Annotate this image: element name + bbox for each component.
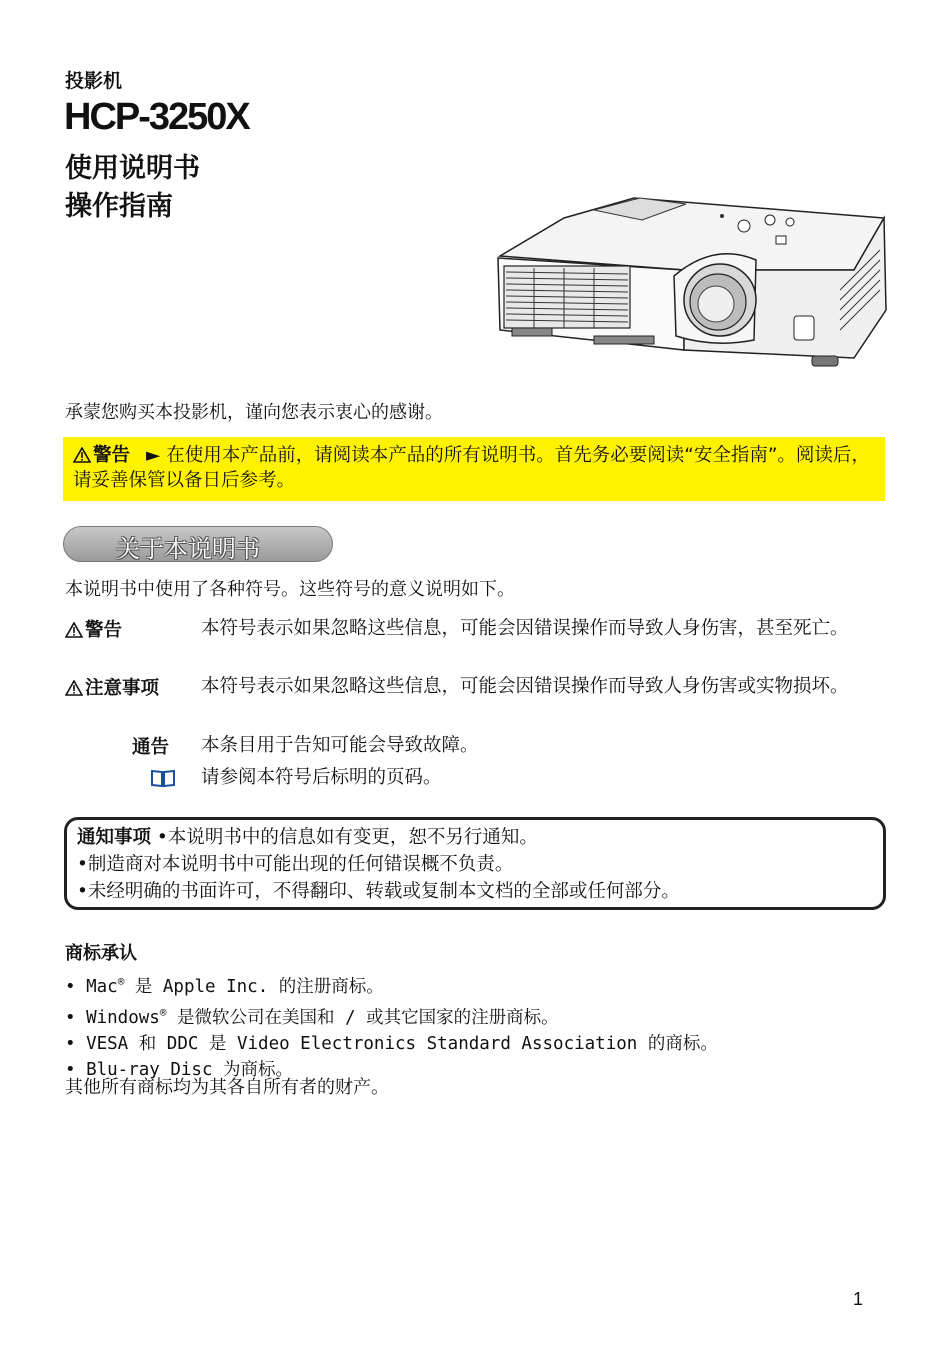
trademarks-heading: 商标承认 [65, 943, 137, 964]
page-number: 1 [853, 1289, 864, 1309]
manual-subtitle: 操作指南 [65, 191, 173, 222]
section-title: 关于本说明书 [116, 535, 260, 563]
thanks-text: 承蒙您购买本投影机，谨向您表示衷心的感谢。 [65, 402, 443, 423]
right-arrow-icon: ► [146, 445, 161, 466]
list-item: • Blu-ray Disc 为商标。 [65, 1059, 294, 1080]
projector-illustration [494, 190, 890, 380]
symbol-label-notice: 通告 [132, 737, 170, 758]
notice-line-1: •本说明书中的信息如有变更，恕不另行通知。 [156, 827, 538, 848]
warning-triangle-icon [65, 680, 83, 696]
symbol-desc-warning: 本符号表示如果忽略这些信息，可能会因错误操作而导致人身伤害，甚至死亡。 [201, 618, 849, 639]
warning-triangle-icon [65, 622, 83, 638]
list-item: • VESA 和 DDC 是 Video Electronics Standard Association 的商标。 [65, 1033, 718, 1054]
notice-box [64, 817, 886, 910]
notice-line-3: •未经明确的书面许可，不得翻印、转载或复制本文档的全部或任何部分。 [77, 881, 680, 902]
list-item: • Mac® 是 Apple Inc. 的注册商标。 [65, 975, 384, 997]
section-heading [63, 526, 333, 562]
book-icon [150, 768, 176, 788]
warning-box [63, 437, 885, 501]
notice-line-2: •制造商对本说明书中可能出现的任何错误概不负责。 [77, 854, 514, 875]
symbol-label-caution: 注意事项 [65, 674, 159, 700]
warning-text: 在使用本产品前，请阅读本产品的所有说明书。首先务必要阅读“安全指南”。阅读后，请妥善保管以备日后参考。 [73, 445, 870, 491]
manual-title: 使用说明书 [65, 153, 200, 184]
warning-label: 警告 [93, 445, 131, 466]
model-number: HCP-3250X [64, 96, 249, 138]
symbol-desc-page-ref: 请参阅本符号后标明的页码。 [201, 767, 442, 788]
symbol-label-warning: 警告 [65, 616, 122, 642]
warning-triangle-icon [73, 447, 91, 463]
product-category: 投影机 [65, 70, 123, 92]
trademarks-other: 其他所有商标均为其各自所有者的财产。 [65, 1077, 389, 1098]
list-item: • Windows® 是微软公司在美国和 / 或其它国家的注册商标。 [65, 1005, 559, 1028]
trademarks-list [65, 969, 718, 1083]
notice-label: 通知事项 [77, 827, 152, 848]
symbol-desc-notice: 本条目用于告知可能会导致故障。 [201, 735, 479, 756]
section-intro: 本说明书中使用了各种符号。这些符号的意义说明如下。 [65, 579, 515, 600]
symbol-desc-caution: 本符号表示如果忽略这些信息，可能会因错误操作而导致人身伤害或实物损坏。 [201, 676, 849, 697]
